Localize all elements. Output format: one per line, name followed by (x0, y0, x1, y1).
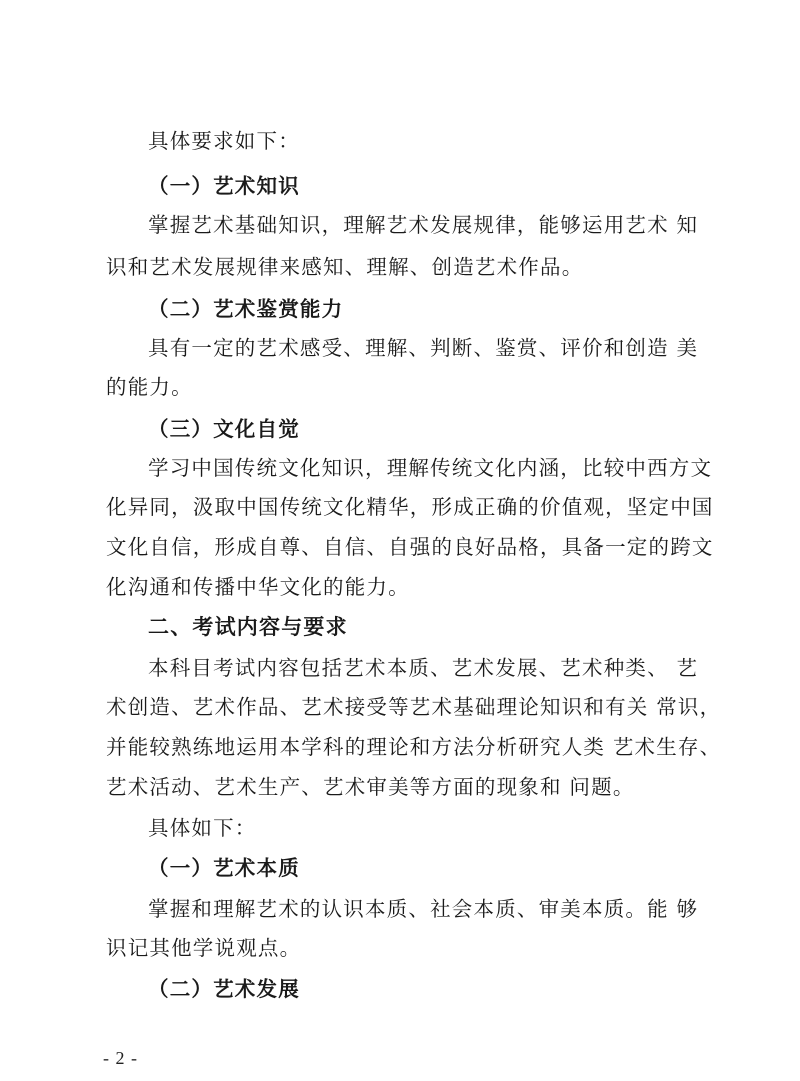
paragraph-line: 化沟通和传播中华文化的能力。 (106, 575, 410, 599)
paragraph-line: 文化自信，形成自尊、自信、自强的良好品格，具备一定的跨文 (106, 535, 714, 559)
paragraph-line: 识记其他学说观点。 (106, 936, 302, 960)
paragraph-line: 学习中国传统文化知识，理解传统文化内涵，比较中西方文 (148, 456, 713, 480)
paragraph-line: 识和艺术发展规律来感知、理解、创造艺术作品。 (106, 255, 584, 279)
paragraph-line: 并能较熟练地运用本学科的理论和方法分析研究人类 艺术生存、 (106, 735, 722, 759)
page-number: - 2 - (103, 1048, 138, 1068)
section-heading-cultural-awareness: （三）文化自觉 (148, 417, 300, 441)
section-heading-art-development: （二）艺术发展 (148, 977, 300, 1001)
paragraph-intro: 具体要求如下： (148, 129, 300, 153)
paragraph-line: 的能力。 (106, 375, 193, 399)
paragraph-line: 具有一定的艺术感受、理解、判断、鉴赏、评价和创造 美 (148, 336, 699, 360)
paragraph-line: 具体如下： (148, 816, 257, 840)
section-heading-art-essence: （一）艺术本质 (148, 856, 300, 880)
paragraph-line: 本科目考试内容包括艺术本质、艺术发展、艺术种类、 艺 (148, 656, 699, 680)
paragraph-line: 掌握和理解艺术的认识本质、社会本质、审美本质。能 够 (148, 897, 699, 921)
section-heading-art-knowledge: （一）艺术知识 (148, 174, 300, 198)
paragraph-line: 化异同，汲取中国传统文化精华，形成正确的价值观，坚定中国 (106, 495, 714, 519)
paragraph-line: 艺术活动、艺术生产、艺术审美等方面的现象和 问题。 (106, 775, 635, 799)
paragraph-line: 术创造、艺术作品、艺术接受等艺术基础理论知识和有关 常识， (106, 695, 722, 719)
chapter-heading-exam-content: 二、考试内容与要求 (148, 615, 348, 639)
paragraph-line: 掌握艺术基础知识，理解艺术发展规律，能够运用艺术 知 (148, 213, 699, 237)
section-heading-art-appreciation: （二）艺术鉴赏能力 (148, 297, 344, 321)
